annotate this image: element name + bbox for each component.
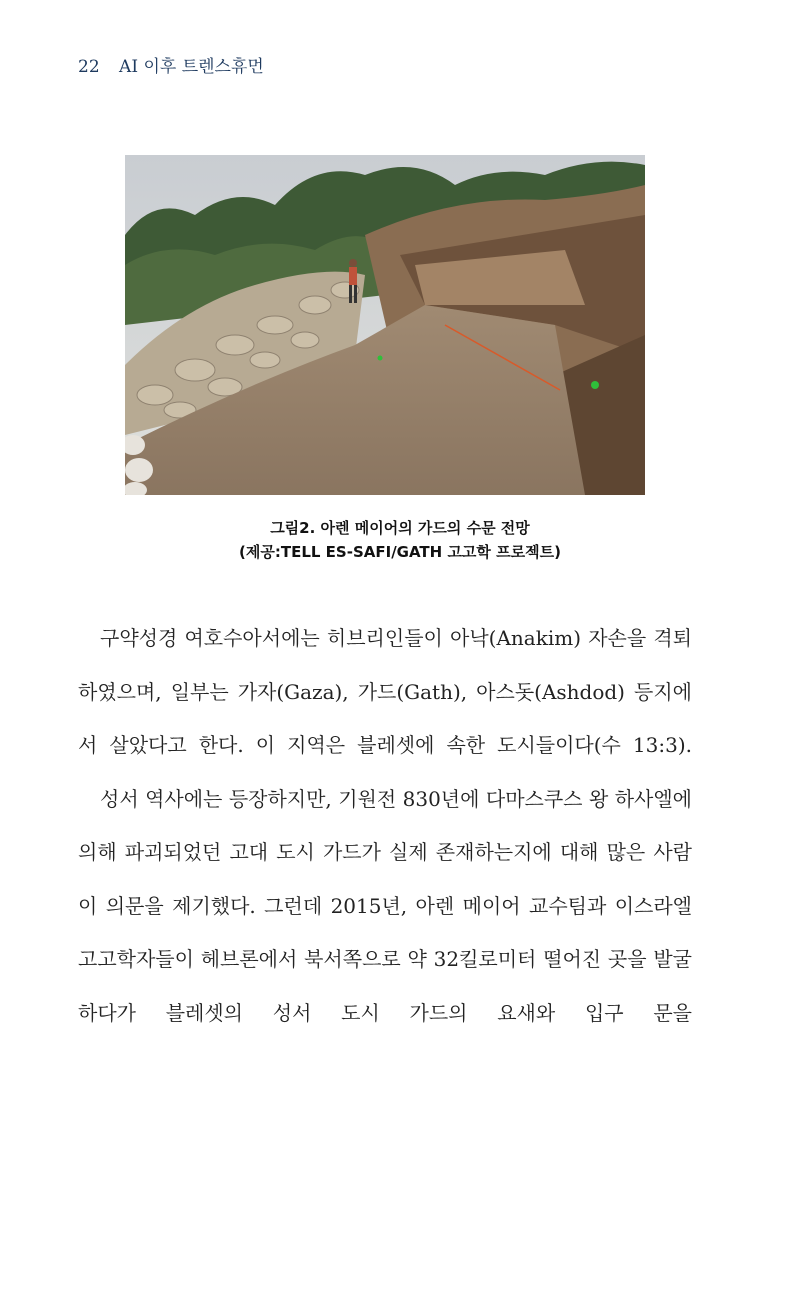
page-number: 22 <box>78 57 100 77</box>
book-title: AI 이후 트렌스휴먼 <box>119 57 264 77</box>
caption-title: 그림2. 아렌 메이어의 가드의 수문 전망 <box>270 519 530 537</box>
paragraph: 성서 역사에는 등장하지만, 기원전 830년에 다마스쿠스 왕 하사엘에 의해 파괴되었던 고대 도시 가드가 실제 존재하는지에 대해 많은 사람이 의문을 제기했다. 그런데 2015년, 아렌 메이어 교수팀과 이스라엘 고고학자들이 헤브론에서 북서쪽으로 약 32킬로미터 떨어진 곳을 발굴하다가 블레셋의 성서 도시 가드의 요새와 입구 문을 <box>78 786 692 1025</box>
excavation-photo <box>125 155 645 495</box>
figure-caption <box>0 516 800 564</box>
paragraph: 구약성경 여호수아서에는 히브리인들이 아낙(Anakim) 자손을 격퇴하였으며, 일부는 가자(Gaza), 가드(Gath), 아스돗(Ashdod) 등지에서 살았다고 한다. 이 지역은 블레셋에 속한 도시들이다(수 13:3). <box>78 626 692 757</box>
caption-credit: (제공:TELL ES-SAFI/GATH 고고학 프로젝트) <box>239 543 561 561</box>
body-text <box>78 612 692 1040</box>
running-header <box>78 52 264 77</box>
